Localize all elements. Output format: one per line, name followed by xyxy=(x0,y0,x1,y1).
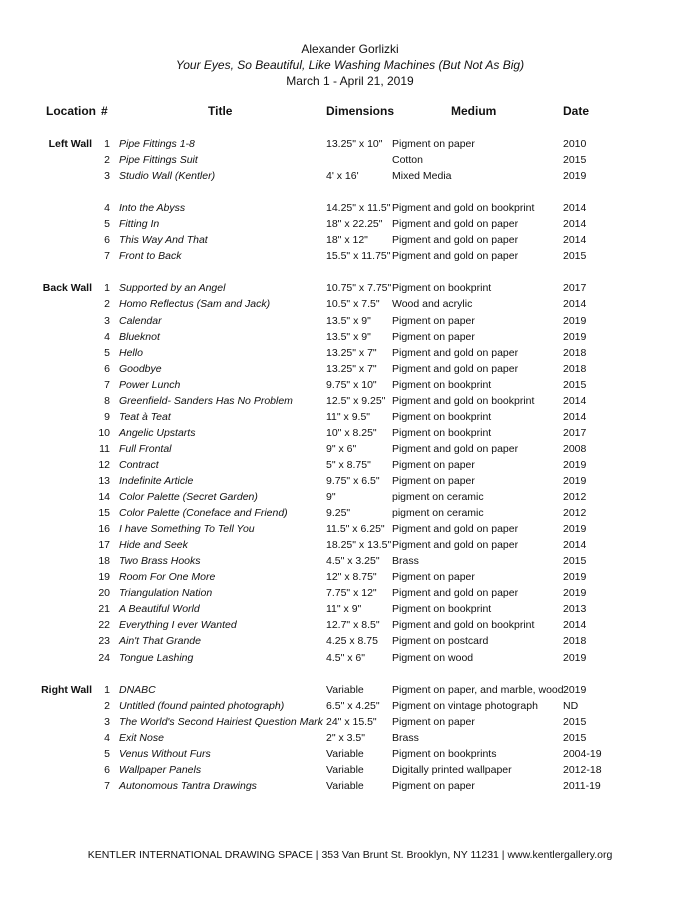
item-dimensions: Variable xyxy=(326,747,364,760)
item-medium: Pigment and gold on paper xyxy=(392,250,519,263)
item-medium: Pigment on postcard xyxy=(392,635,489,648)
item-dimensions: 10" x 8.25" xyxy=(326,426,377,439)
item-medium: Pigment on bookprints xyxy=(392,747,497,760)
item-title: Ain't That Grande xyxy=(119,635,201,648)
item-dimensions: Variable xyxy=(326,683,364,696)
table-row xyxy=(0,330,700,346)
item-number: 5 xyxy=(104,346,110,359)
item-date: 2013 xyxy=(563,603,587,616)
item-date: 2014 xyxy=(563,218,587,231)
item-number: 4 xyxy=(104,731,110,744)
item-medium: Pigment and gold on bookprint xyxy=(392,619,535,632)
item-medium: Pigment on paper xyxy=(392,330,475,343)
item-dimensions: 13.25" x 10" xyxy=(326,138,383,150)
item-date: 2015 xyxy=(563,378,587,391)
item-medium: Pigment on bookprint xyxy=(392,410,492,423)
item-medium: Pigment and gold on paper xyxy=(392,234,519,247)
table-row xyxy=(0,314,700,330)
item-number: 13 xyxy=(98,474,110,487)
item-title: Exit Nose xyxy=(119,731,164,744)
item-title: This Way And That xyxy=(119,234,208,247)
item-number: 5 xyxy=(104,218,110,231)
item-date: 2019 xyxy=(563,523,587,536)
location-label: Left Wall xyxy=(48,138,92,150)
item-medium: Pigment on paper xyxy=(392,779,475,792)
table-row xyxy=(0,715,700,731)
item-number: 11 xyxy=(99,442,110,455)
item-date: 2014 xyxy=(563,202,587,215)
item-date: 2019 xyxy=(563,571,587,584)
item-title: DNABC xyxy=(119,683,156,696)
table-row xyxy=(0,602,700,618)
item-date: 2012 xyxy=(563,507,587,520)
item-title: Triangulation Nation xyxy=(119,587,213,600)
item-date: 2017 xyxy=(563,426,587,439)
item-medium: Pigment on paper xyxy=(392,138,475,150)
item-number: 1 xyxy=(104,138,110,150)
item-date: 2019 xyxy=(563,651,587,664)
table-row xyxy=(0,362,700,378)
item-date: 2018 xyxy=(563,635,587,648)
item-medium: Pigment on bookprint xyxy=(392,603,492,616)
item-medium: Pigment on bookprint xyxy=(392,426,492,439)
item-title: Room For One More xyxy=(119,571,216,584)
item-medium: Pigment and gold on paper xyxy=(392,539,519,552)
table-row xyxy=(0,731,700,747)
item-dimensions: Variable xyxy=(326,779,364,792)
table-row xyxy=(0,683,700,699)
item-medium: Mixed Media xyxy=(392,170,452,183)
item-date: 2010 xyxy=(563,138,587,150)
item-number: 7 xyxy=(104,779,110,792)
item-dimensions: 13.5" x 9" xyxy=(326,314,371,327)
item-number: 14 xyxy=(98,491,110,504)
table-row xyxy=(0,779,700,795)
document-header xyxy=(0,41,700,89)
item-number: 3 xyxy=(104,170,110,183)
item-medium: pigment on ceramic xyxy=(392,491,484,504)
item-title: Contract xyxy=(119,458,159,471)
item-medium: Pigment on paper xyxy=(392,458,475,471)
item-title: Power Lunch xyxy=(119,378,181,391)
item-dimensions: 13.25" x 7" xyxy=(326,346,377,359)
item-medium: Brass xyxy=(392,555,419,568)
item-title: Venus Without Furs xyxy=(119,747,211,760)
location-label: Right Wall xyxy=(41,683,92,696)
item-date: 2015 xyxy=(563,154,587,167)
item-dimensions: 2" x 3.5" xyxy=(326,731,365,744)
item-number: 4 xyxy=(104,330,110,343)
item-medium: Pigment on bookprint xyxy=(392,282,492,295)
item-number: 22 xyxy=(98,619,110,632)
item-title: I have Something To Tell You xyxy=(119,523,255,536)
col-number: # xyxy=(101,104,108,118)
table-row xyxy=(0,426,700,442)
item-number: 15 xyxy=(98,507,110,520)
item-title: Supported by an Angel xyxy=(119,282,226,295)
item-date: 2014 xyxy=(563,410,587,423)
item-date: 2004-19 xyxy=(563,747,602,760)
item-number: 23 xyxy=(98,635,110,648)
item-date: 2011-19 xyxy=(563,779,601,792)
item-dimensions: Variable xyxy=(326,763,364,776)
table-row xyxy=(0,394,700,410)
item-number: 2 xyxy=(104,298,110,311)
item-title: Full Frontal xyxy=(119,442,172,455)
item-date: 2018 xyxy=(563,362,587,375)
item-title: Autonomous Tantra Drawings xyxy=(119,779,257,792)
table-row xyxy=(0,570,700,586)
item-dimensions: 9.25" xyxy=(326,507,351,520)
item-title: Calendar xyxy=(119,314,162,327)
item-number: 16 xyxy=(98,523,110,536)
column-headers xyxy=(0,104,700,120)
item-dimensions: 9.75" x 10" xyxy=(326,378,377,391)
table-row xyxy=(0,169,700,185)
item-title: Color Palette (Coneface and Friend) xyxy=(119,507,288,520)
item-title: Hide and Seek xyxy=(119,539,188,552)
item-number: 18 xyxy=(98,555,110,568)
item-title: Wallpaper Panels xyxy=(119,763,202,776)
item-medium: Cotton xyxy=(392,154,423,167)
item-title: A Beautiful World xyxy=(119,603,200,616)
item-title: Everything I ever Wanted xyxy=(119,619,237,632)
item-number: 12 xyxy=(98,458,110,471)
item-number: 19 xyxy=(98,571,110,584)
item-title: Goodbye xyxy=(119,362,162,375)
item-dimensions: 10.5" x 7.5" xyxy=(326,298,380,311)
table-row xyxy=(0,586,700,602)
item-date: 2008 xyxy=(563,442,587,455)
item-number: 3 xyxy=(104,715,110,728)
item-medium: Pigment and gold on paper xyxy=(392,346,519,359)
table-row xyxy=(0,538,700,554)
table-row xyxy=(0,699,700,715)
item-number: 9 xyxy=(104,410,110,423)
item-dimensions: 12.7" x 8.5" xyxy=(326,619,380,632)
item-dimensions: 24" x 15.5" xyxy=(326,715,377,728)
item-date: 2019 xyxy=(563,458,587,471)
item-title: Two Brass Hooks xyxy=(119,555,201,568)
artist-name: Alexander Gorlizki xyxy=(301,42,399,56)
item-medium: Pigment and gold on paper xyxy=(392,442,519,455)
item-medium: Pigment on paper, and marble, wood xyxy=(392,683,564,696)
item-title: The World's Second Hairiest Question Mark xyxy=(119,715,323,728)
item-number: 6 xyxy=(104,362,110,375)
col-dimensions: Dimensions xyxy=(326,104,395,118)
item-dimensions: 4.25 x 8.75 xyxy=(326,635,378,648)
item-dimensions: 18" x 22.25" xyxy=(326,218,383,231)
item-medium: Pigment and gold on bookprint xyxy=(392,202,535,215)
table-row xyxy=(0,474,700,490)
table-row xyxy=(0,618,700,634)
table-row xyxy=(0,522,700,538)
item-title: Greenfield- Sanders Has No Problem xyxy=(119,394,293,407)
item-medium: Pigment and gold on paper xyxy=(392,523,519,536)
item-dimensions: 7.75" x 12" xyxy=(326,587,377,600)
table-row xyxy=(0,410,700,426)
item-date: 2019 xyxy=(563,314,587,327)
table-row xyxy=(0,378,700,394)
item-medium: Pigment and gold on paper xyxy=(392,218,519,231)
item-medium: Pigment on paper xyxy=(392,314,475,327)
item-medium: pigment on ceramic xyxy=(392,507,484,520)
item-number: 5 xyxy=(104,747,110,760)
item-number: 2 xyxy=(104,154,110,167)
item-title: Pipe Fittings 1-8 xyxy=(119,138,195,150)
item-title: Color Palette (Secret Garden) xyxy=(119,491,258,504)
table-row xyxy=(0,297,700,313)
table-row xyxy=(0,506,700,522)
item-date: 2014 xyxy=(563,234,587,247)
item-title: Tongue Lashing xyxy=(119,651,194,664)
table-row xyxy=(0,554,700,570)
item-date: 2015 xyxy=(563,731,587,744)
item-title: Untitled (found painted photograph) xyxy=(119,699,285,712)
table-row xyxy=(0,634,700,650)
item-medium: Pigment and gold on paper xyxy=(392,587,519,600)
section-spacer xyxy=(0,265,700,281)
item-title: Blueknot xyxy=(119,330,160,343)
table-row xyxy=(0,201,700,217)
item-number: 7 xyxy=(104,250,110,263)
item-dimensions: 13.25" x 7" xyxy=(326,362,377,375)
item-title: Angelic Upstarts xyxy=(119,426,196,439)
item-dimensions: 4.5" x 3.25" xyxy=(326,555,380,568)
group-spacer xyxy=(0,185,700,201)
item-dimensions: 12.5" x 9.25" xyxy=(326,394,386,407)
item-dimensions: 11" x 9.5" xyxy=(326,410,371,423)
table-row xyxy=(0,137,700,153)
item-title: Teat à Teat xyxy=(119,410,171,423)
section-spacer xyxy=(0,667,700,683)
item-number: 1 xyxy=(104,683,110,696)
table-row xyxy=(0,458,700,474)
item-date: 2014 xyxy=(563,394,587,407)
item-title: Front to Back xyxy=(119,250,182,263)
table-row xyxy=(0,233,700,249)
item-number: 1 xyxy=(104,282,110,295)
item-date: 2012-18 xyxy=(563,763,602,776)
table-row xyxy=(0,346,700,362)
item-medium: Pigment on paper xyxy=(392,474,475,487)
item-date: 2015 xyxy=(563,715,587,728)
item-medium: Digitally printed wallpaper xyxy=(392,763,512,776)
checklist-table xyxy=(0,137,700,795)
table-row xyxy=(0,281,700,297)
item-dimensions: 5" x 8.75" xyxy=(326,458,371,471)
item-date: 2019 xyxy=(563,330,587,343)
item-number: 21 xyxy=(98,603,110,616)
item-number: 3 xyxy=(104,314,110,327)
col-location: Location xyxy=(46,104,96,118)
item-number: 2 xyxy=(104,699,110,712)
item-date: 2019 xyxy=(563,683,587,696)
table-row xyxy=(0,747,700,763)
item-title: Indefinite Article xyxy=(119,474,194,487)
item-dimensions: 9.75" x 6.5" xyxy=(326,474,380,487)
item-title: Studio Wall (Kentler) xyxy=(119,170,216,183)
item-dimensions: 14.25" x 11.5" xyxy=(326,202,391,215)
table-row xyxy=(0,490,700,506)
item-date: 2018 xyxy=(563,346,587,359)
item-title: Pipe Fittings Suit xyxy=(119,154,198,167)
item-number: 17 xyxy=(98,539,110,552)
item-date: ND xyxy=(563,699,579,712)
item-dimensions: 18" x 12" xyxy=(326,234,368,247)
item-dimensions: 9" xyxy=(326,491,336,504)
item-dimensions: 15.5" x 11.75" xyxy=(326,250,391,263)
item-date: 2019 xyxy=(563,474,587,487)
item-dimensions: 9" x 6" xyxy=(326,442,357,455)
item-dimensions: 13.5" x 9" xyxy=(326,330,371,343)
exhibition-dates: March 1 - April 21, 2019 xyxy=(286,74,414,88)
item-medium: Pigment on bookprint xyxy=(392,378,492,391)
item-date: 2014 xyxy=(563,539,587,552)
col-date: Date xyxy=(563,104,590,118)
item-title: Fitting In xyxy=(119,218,160,231)
item-date: 2015 xyxy=(563,555,587,568)
item-date: 2015 xyxy=(563,250,587,263)
item-date: 2014 xyxy=(563,619,587,632)
item-dimensions: 11.5" x 6.25" xyxy=(326,523,385,536)
item-number: 8 xyxy=(104,394,110,407)
item-medium: Pigment and gold on paper xyxy=(392,362,519,375)
table-row xyxy=(0,442,700,458)
item-number: 24 xyxy=(98,651,110,664)
col-title: Title xyxy=(208,104,233,118)
item-dimensions: 4.5" x 6" xyxy=(326,651,365,664)
item-medium: Pigment on vintage photograph xyxy=(392,699,538,712)
item-title: Hello xyxy=(119,346,143,359)
item-title: Homo Reflectus (Sam and Jack) xyxy=(119,298,271,311)
item-dimensions: 4' x 16' xyxy=(326,170,359,183)
item-medium: Pigment and gold on bookprint xyxy=(392,394,535,407)
item-date: 2017 xyxy=(563,282,587,295)
item-medium: Wood and acrylic xyxy=(392,298,473,311)
location-label: Back Wall xyxy=(42,282,92,295)
item-date: 2014 xyxy=(563,298,587,311)
item-number: 7 xyxy=(104,378,110,391)
table-row xyxy=(0,153,700,169)
item-title: Into the Abyss xyxy=(119,202,186,215)
table-row xyxy=(0,651,700,667)
table-row xyxy=(0,249,700,265)
item-medium: Pigment on paper xyxy=(392,715,475,728)
footer: KENTLER INTERNATIONAL DRAWING SPACE | 353 Van Brunt St. Brooklyn, NY 11231 | www.kentlergallery.org xyxy=(87,849,613,861)
col-medium: Medium xyxy=(451,104,497,118)
table-row xyxy=(0,763,700,779)
item-number: 10 xyxy=(98,426,110,439)
item-dimensions: 11" x 9" xyxy=(326,603,362,616)
item-number: 4 xyxy=(104,202,110,215)
item-date: 2012 xyxy=(563,491,587,504)
item-date: 2019 xyxy=(563,170,587,183)
item-medium: Brass xyxy=(392,731,419,744)
exhibition-title: Your Eyes, So Beautiful, Like Washing Machines (But Not As Big) xyxy=(175,58,525,72)
item-dimensions: 6.5" x 4.25" xyxy=(326,699,380,712)
item-number: 6 xyxy=(104,234,110,247)
item-medium: Pigment on paper xyxy=(392,571,475,584)
item-medium: Pigment on wood xyxy=(392,651,474,664)
item-number: 6 xyxy=(104,763,110,776)
item-number: 20 xyxy=(98,587,110,600)
item-dimensions: 10.75" x 7.75" xyxy=(326,282,392,295)
item-dimensions: 12" x 8.75" xyxy=(326,571,377,584)
item-date: 2019 xyxy=(563,587,587,600)
table-row xyxy=(0,217,700,233)
item-dimensions: 18.25" x 13.5" xyxy=(326,539,392,552)
